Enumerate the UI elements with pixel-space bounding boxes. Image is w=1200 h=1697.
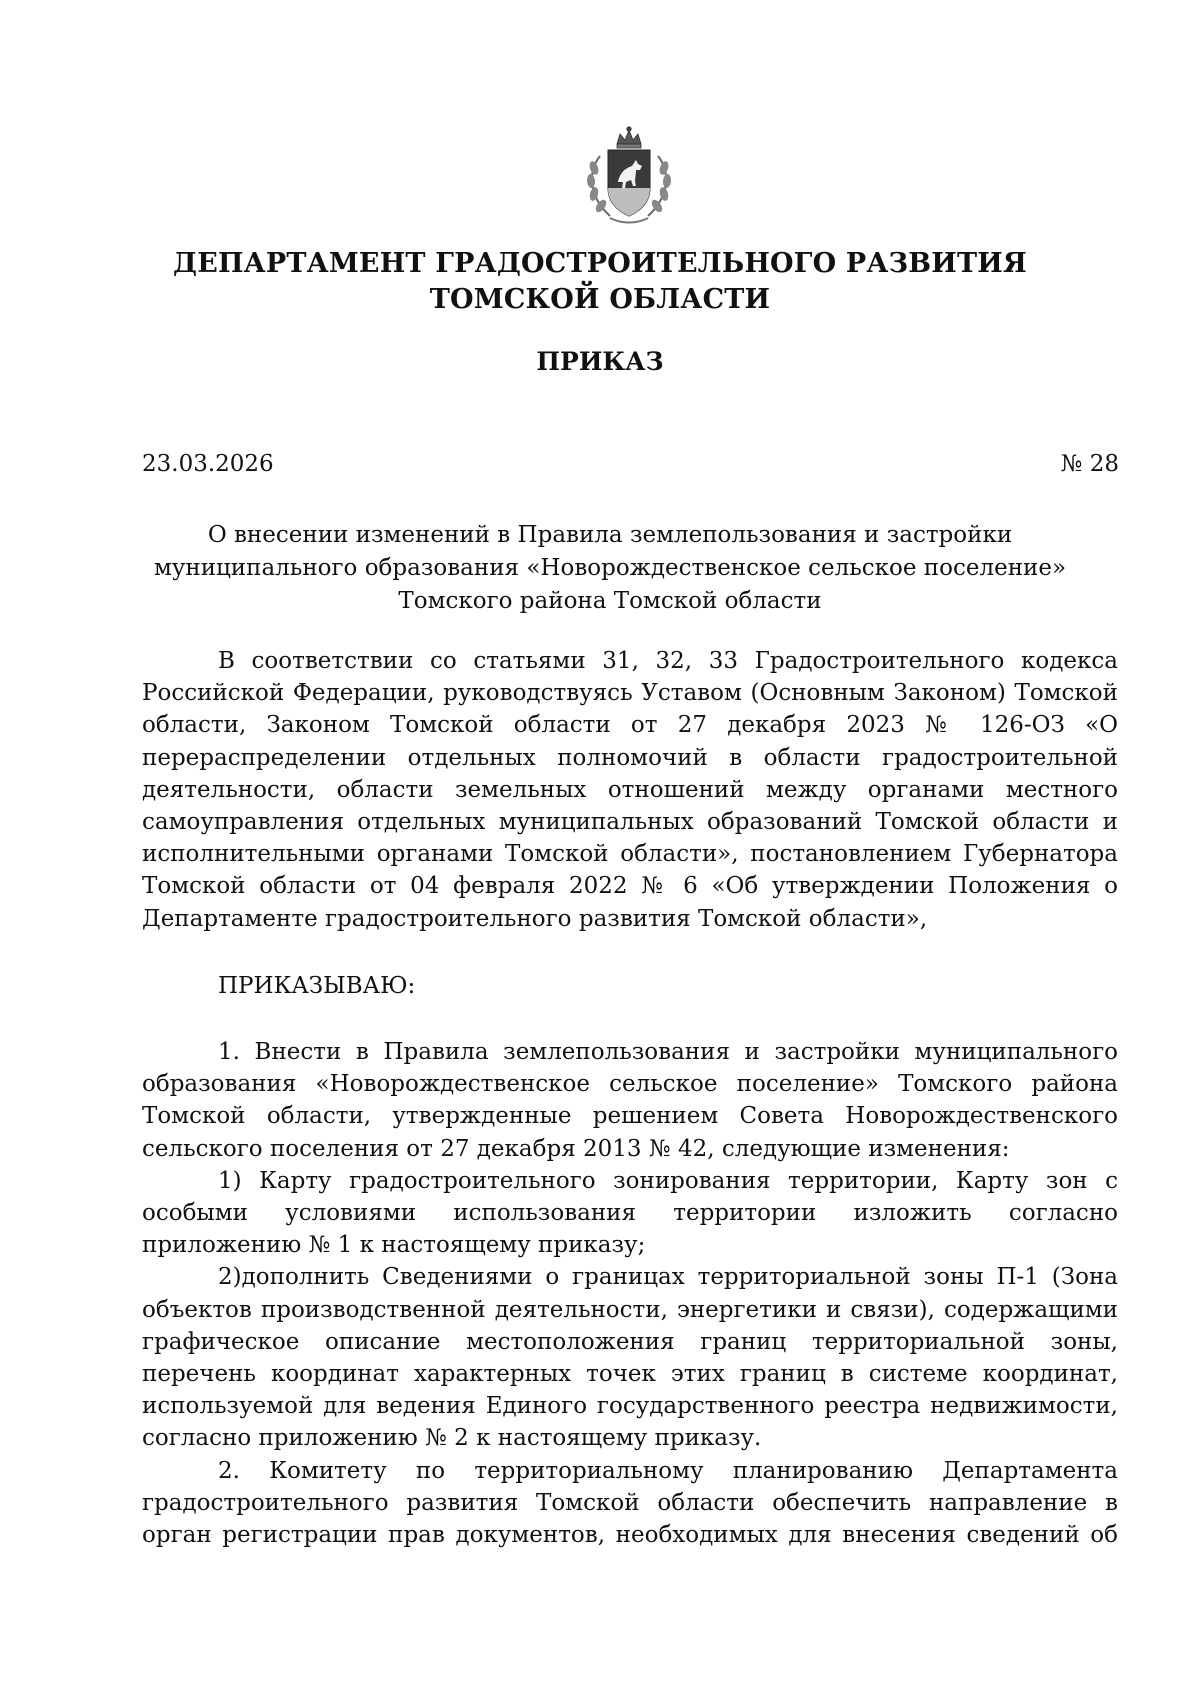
order-subitem-1-2: 2)дополнить Сведениями о границах территориальной зоны П-1 (Зона объектов производственной деятельности, энергетики и связи), содержащими графическое описание местоположения границ территориальной зоны, перечень координат характерных точек этих границ в системе координат, используемой для ведения Единого государственного реестра недвижимости, согласно приложению № 2 к настоящему приказу. bbox=[142, 1264, 1118, 1452]
organization-name-line-2: ТОМСКОЙ ОБЛАСТИ bbox=[429, 284, 771, 315]
preamble-paragraph: В соответствии со статьями 31, 32, 33 Градостроительного кодекса Российской Федерации, руководствуясь Уставом (Основным Законом) Томской области, Законом Томской области от 27 декабря 2023 № 126-ОЗ «О перераспределении отдельных полномочий в области градостроительной деятельности, области земельных отношений между органами местного самоуправления отдельных муниципальных образований Томской области и исполнительными органами Томской области», постановлением Губернатора Томской области от 04 февраля 2022 № 6 «Об утверждении Положения о Департаменте градостроительного развития Томской области», bbox=[142, 648, 1118, 932]
preamble-section bbox=[142, 645, 1118, 935]
tomsk-oblast-coat-of-arms-icon bbox=[570, 126, 688, 226]
document-number: № 28 bbox=[1060, 451, 1119, 477]
organization-name-line-1: ДЕПАРТАМЕНТ ГРАДОСТРОИТЕЛЬНОГО РАЗВИТИЯ bbox=[172, 248, 1028, 279]
order-subitem-1-1: 1) Карту градостроительного зонирования территории, Карту зон с особыми условиями использования территории изложить согласно приложению № 1 к настоящему приказу; bbox=[142, 1167, 1118, 1259]
subject-line-3: Томского района Томской области bbox=[398, 588, 822, 614]
command-word: ПРИКАЗЫВАЮ: bbox=[218, 973, 416, 999]
document-type-title: ПРИКАЗ bbox=[536, 347, 664, 376]
command-section bbox=[142, 970, 1118, 1002]
order-items-section bbox=[142, 1036, 1118, 1551]
document-date: 23.03.2026 bbox=[142, 451, 274, 477]
order-item-2: 2. Комитету по территориальному планированию Департамента градостроительного развития Томской области обеспечить направление в орган регистрации прав документов, необходимых для внесения сведений об bbox=[142, 1457, 1118, 1549]
subject-line-1: О внесении изменений в Правила землепользования и застройки bbox=[207, 522, 1013, 548]
order-item-1: 1. Внести в Правила землепользования и застройки муниципального образования «Новорождественское сельское поселение» Томского района Томской области, утвержденные решением Совета Новорождественского сельского поселения от 27 декабря 2013 № 42, следующие изменения: bbox=[142, 1039, 1118, 1162]
subject-line-2: муниципального образования «Новорождественское сельское поселение» bbox=[153, 555, 1067, 581]
document-subject bbox=[150, 519, 1070, 618]
